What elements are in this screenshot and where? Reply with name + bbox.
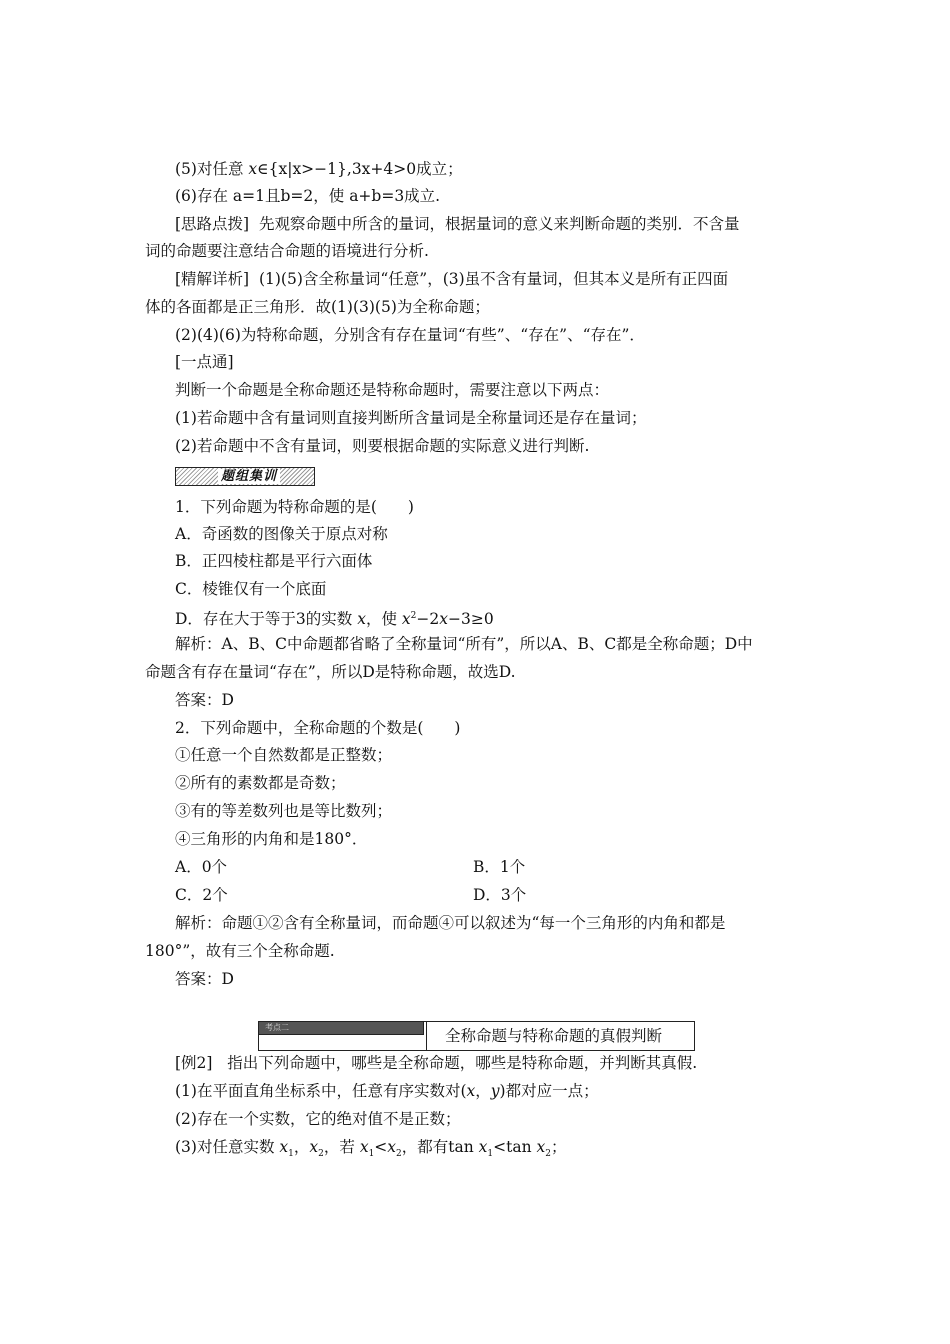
q2-item-1: ①任意一个自然数都是正整数； <box>175 746 393 764</box>
detail-line-1 <box>175 269 728 289</box>
q1-answer: 答案：D <box>175 691 234 709</box>
tip-line-3: (2)若命题中不含有量词，则要根据命题的实际意义进行判断. <box>175 437 590 455</box>
detail-line-3: (2)(4)(6)为特称命题，分别含有存在量词“有些”、“存在”、“存在”． <box>175 326 645 344</box>
topic-title: 全称命题与特称命题的真假判断 <box>445 1027 663 1045</box>
example-label: [例2] <box>175 1054 213 1072</box>
example-part-2: (2)存在一个实数，它的绝对值不是正数； <box>175 1110 461 1128</box>
prop6-prefix: (6)存在 <box>175 187 233 205</box>
prop6-result: a+b=3成立. <box>349 187 441 205</box>
prop5-cond: ,3x+4>0成立； <box>346 160 463 178</box>
exponent: 2 <box>410 611 417 621</box>
part3-mid: ，若 <box>323 1138 360 1156</box>
topic-tab-label: 考点二 <box>265 1023 289 1032</box>
banner-label: 题组集训 <box>218 469 280 484</box>
proposition-5 <box>175 159 463 179</box>
subscript: 2 <box>545 1149 552 1160</box>
part3-end: ； <box>551 1138 567 1156</box>
topic-divider <box>426 1022 427 1050</box>
var-x2: x <box>309 1138 319 1156</box>
hint-label: [思路点拨] <box>175 215 250 233</box>
q1-option-b: B．正四棱柱都是平行六面体 <box>175 552 373 570</box>
q2-option-b: B．1个 <box>473 858 526 876</box>
var-x: x <box>439 610 448 629</box>
topic-tab <box>259 1022 424 1035</box>
var-x1: x <box>359 1138 369 1156</box>
var-x2: x <box>387 1138 397 1156</box>
var-x: x <box>248 160 258 178</box>
tip-line-1: 判断一个命题是全称命题还是特称命题时，需要注意以下两点： <box>175 381 610 399</box>
subscript: 1 <box>288 1149 294 1160</box>
q2-item-2: ②所有的素数都是奇数； <box>175 774 346 792</box>
hint-line-2: 词的命题要注意结合命题的语境进行分析. <box>145 242 429 260</box>
q1-d-tail: ≥0 <box>470 610 494 629</box>
hint-line-1 <box>175 214 739 234</box>
q1-option-d: D．存在大于等于3的实数 x，使 $x^2-2x-3\ge 0$ <box>175 610 494 629</box>
example-part-1: (1)在平面直角坐标系中，任意有序实数对(x，y)都对应一点； <box>175 1082 599 1100</box>
q2-item-3: ③有的等差数列也是等比数列； <box>175 802 393 820</box>
q2-option-a: A．0个 <box>175 858 228 876</box>
q2-analysis-1: 解析：命题①②含有全称量词，而命题④可以叙述为“每一个三角形的内角和都是 <box>175 914 726 932</box>
var-x: x <box>466 1082 476 1100</box>
part3-mid2: ，都有tan <box>401 1138 479 1156</box>
subscript: 1 <box>487 1149 494 1160</box>
proposition-6 <box>175 186 440 206</box>
q2-option-c: C．2个 <box>175 886 228 904</box>
subscript: 1 <box>368 1149 375 1160</box>
q2-option-d: D．3个 <box>473 886 527 904</box>
var-x2: x <box>536 1138 546 1156</box>
example-part-3: (3)对任意实数 $x_1$，$x_2$，若 $x_1<x_2$，都有$\tan x_1<\tan$ $x_2$； <box>175 1138 567 1160</box>
hint-text-1: 先观察命题中所含的量词，根据量词的意义来判断命题的类别．不含量 <box>258 215 740 233</box>
example-text: 指出下列命题中，哪些是全称命题，哪些是特称命题，并判断其真假. <box>227 1054 698 1072</box>
q2-stem: 2．下列命题中，全称命题的个数是( ) <box>175 719 461 737</box>
q1-analysis-2: 命题含有存在量词“存在”，所以D是特称命题，故选D. <box>145 663 516 681</box>
q1-option-c: C．棱锥仅有一个底面 <box>175 580 327 598</box>
subscript: 2 <box>396 1149 402 1160</box>
part1-suffix: )都对应一点； <box>499 1082 599 1100</box>
var-x1: x <box>478 1138 488 1156</box>
var-x: x <box>401 610 411 629</box>
q2-answer: 答案：D <box>175 970 234 988</box>
tip-label: [一点通] <box>175 353 234 371</box>
q2-item-4: ④三角形的内角和是180°． <box>175 830 368 848</box>
example-2-line <box>175 1053 697 1073</box>
q1-option-a: A．奇函数的图像关于原点对称 <box>175 525 388 543</box>
detail-line-2: 体的各面都是正三角形．故(1)(3)(5)为全称命题； <box>145 298 490 316</box>
q1-stem: 1．下列命题为特称命题的是( ) <box>175 498 414 516</box>
detail-text-1: (1)(5)含全称量词“任意”，(3)虽不含有量词，但其本义是所有正四面 <box>258 270 729 288</box>
detail-label: [精解详析] <box>175 270 250 288</box>
prop5-set: ∈{x|x>−1} <box>257 160 347 178</box>
topic-header <box>258 1021 695 1051</box>
tip-line-2: (1)若命题中含有量词则直接判断所含量词是全称量词还是存在量词； <box>175 409 647 427</box>
var-x: x <box>357 610 366 629</box>
part3-prefix: (3)对任意实数 <box>175 1138 280 1156</box>
var-x1: x <box>279 1138 289 1156</box>
q2-analysis-2: 180°”，故有三个全称命题. <box>145 942 335 960</box>
prop5-prefix: (5)对任意 <box>175 160 249 178</box>
q1-d-prefix: D．存在大于等于3的实数 <box>175 610 358 629</box>
subscript: 2 <box>318 1149 324 1160</box>
prop6-cond: a=1且b=2，使 <box>232 187 350 205</box>
q1-analysis-1: 解析：A、B、C中命题都省略了全称量词“所有”，所以A、B、C都是全称命题；D中 <box>175 635 753 653</box>
exercise-set-banner <box>175 467 315 486</box>
part1-prefix: (1)在平面直角坐标系中，任意有序实数对( <box>175 1082 467 1100</box>
var-y: y <box>490 1082 500 1100</box>
